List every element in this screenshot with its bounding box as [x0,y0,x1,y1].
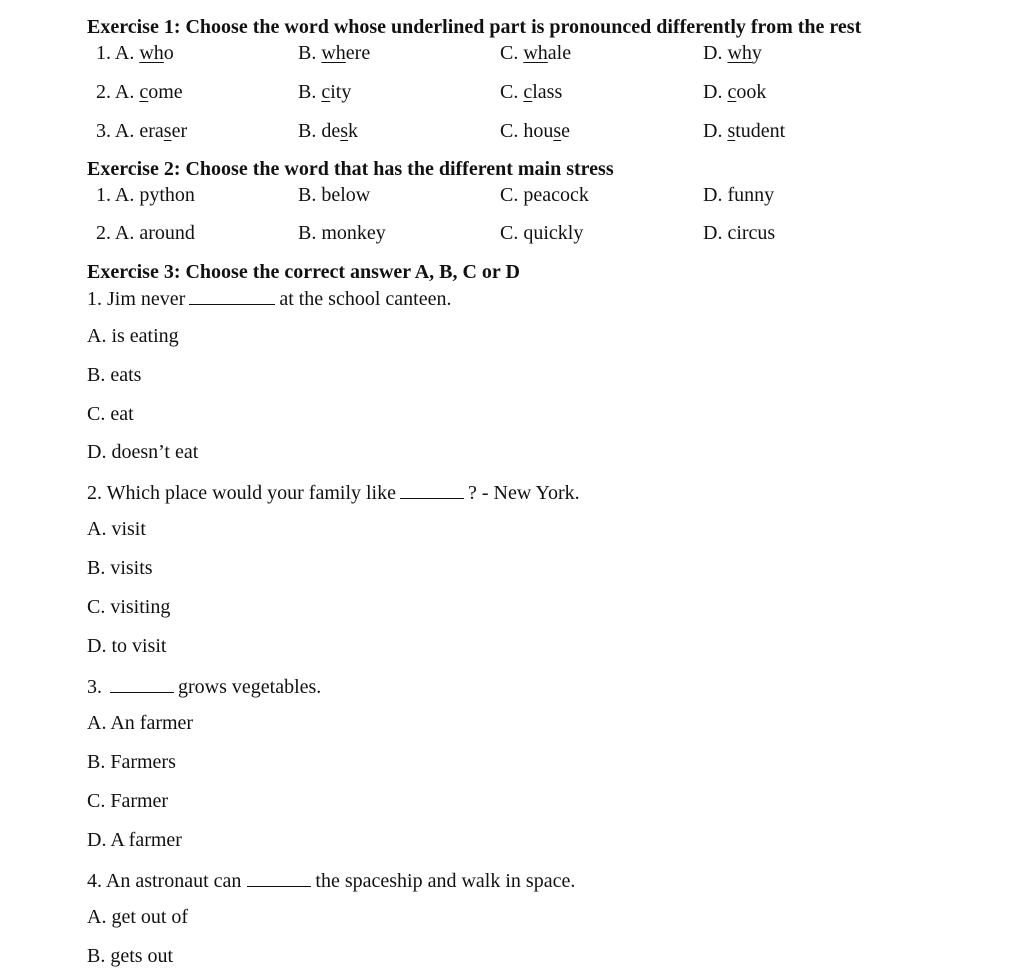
ex3-q1-option-a[interactable]: A. is eating [87,325,179,347]
answer-blank[interactable] [110,674,174,693]
ex3-q1-option-c[interactable]: C. eat [87,403,134,425]
ex3-q3-option-c[interactable]: C. Farmer [87,790,169,812]
ex3-q3-option-d[interactable]: D. A farmer [87,829,182,851]
ex1-q2-option-d[interactable]: D. cook [703,81,767,103]
ex2-q2-option-d[interactable]: D. circus [703,222,776,244]
ex2-q1-option-c[interactable]: C. peacock [500,184,589,206]
answer-blank[interactable] [189,286,275,305]
exercise-2-title: Exercise 2: Choose the word that has the different main stress [87,158,614,180]
ex3-q2-option-c[interactable]: C. visiting [87,596,171,618]
answer-blank[interactable] [400,480,464,499]
ex3-q2-option-b[interactable]: B. visits [87,557,153,579]
ex1-q3-option-a[interactable]: 3. A. eraser [96,120,188,142]
ex1-q2-option-c[interactable]: C. class [500,81,563,103]
ex2-q1-option-d[interactable]: D. funny [703,184,775,206]
ex2-q1-option-a[interactable]: 1. A. python [96,184,195,206]
ex3-q1-option-d[interactable]: D. doesn’t eat [87,441,199,463]
ex2-q2-option-b[interactable]: B. monkey [298,222,386,244]
ex1-q2-option-b[interactable]: B. city [298,81,352,103]
ex1-q1-option-a[interactable]: 1. A. who [96,42,174,64]
ex2-q1-option-b[interactable]: B. below [298,184,371,206]
ex3-question-1: 1. Jim never at the school canteen. [87,288,452,310]
ex1-q2-option-a[interactable]: 2. A. come [96,81,183,103]
ex1-q1-option-c[interactable]: C. whale [500,42,572,64]
ex1-q1-option-b[interactable]: B. where [298,42,371,64]
ex3-q2-option-d[interactable]: D. to visit [87,635,167,657]
ex2-q2-option-a[interactable]: 2. A. around [96,222,195,244]
ex3-q4-option-a[interactable]: A. get out of [87,906,189,928]
ex3-q3-option-b[interactable]: B. Farmers [87,751,176,773]
ex1-q3-option-b[interactable]: B. desk [298,120,359,142]
ex3-question-3: 3. grows vegetables. [87,676,322,698]
ex2-q2-option-c[interactable]: C. quickly [500,222,584,244]
ex1-q3-option-c[interactable]: C. house [500,120,571,142]
ex3-q1-option-b[interactable]: B. eats [87,364,142,386]
ex3-q2-option-a[interactable]: A. visit [87,518,146,540]
ex3-q4-option-b[interactable]: B. gets out [87,945,174,967]
ex3-question-4: 4. An astronaut can the spaceship and walk in space. [87,870,576,892]
ex1-q3-option-d[interactable]: D. student [703,120,786,142]
answer-blank[interactable] [247,868,311,887]
ex3-q3-option-a[interactable]: A. An farmer [87,712,194,734]
ex1-q1-option-d[interactable]: D. why [703,42,762,64]
exercise-1-title: Exercise 1: Choose the word whose underlined part is pronounced differently from the rest [87,16,862,38]
exercise-3-title: Exercise 3: Choose the correct answer A, B, C or D [87,261,520,283]
ex3-question-2: 2. Which place would your family like ? - New York. [87,482,580,504]
